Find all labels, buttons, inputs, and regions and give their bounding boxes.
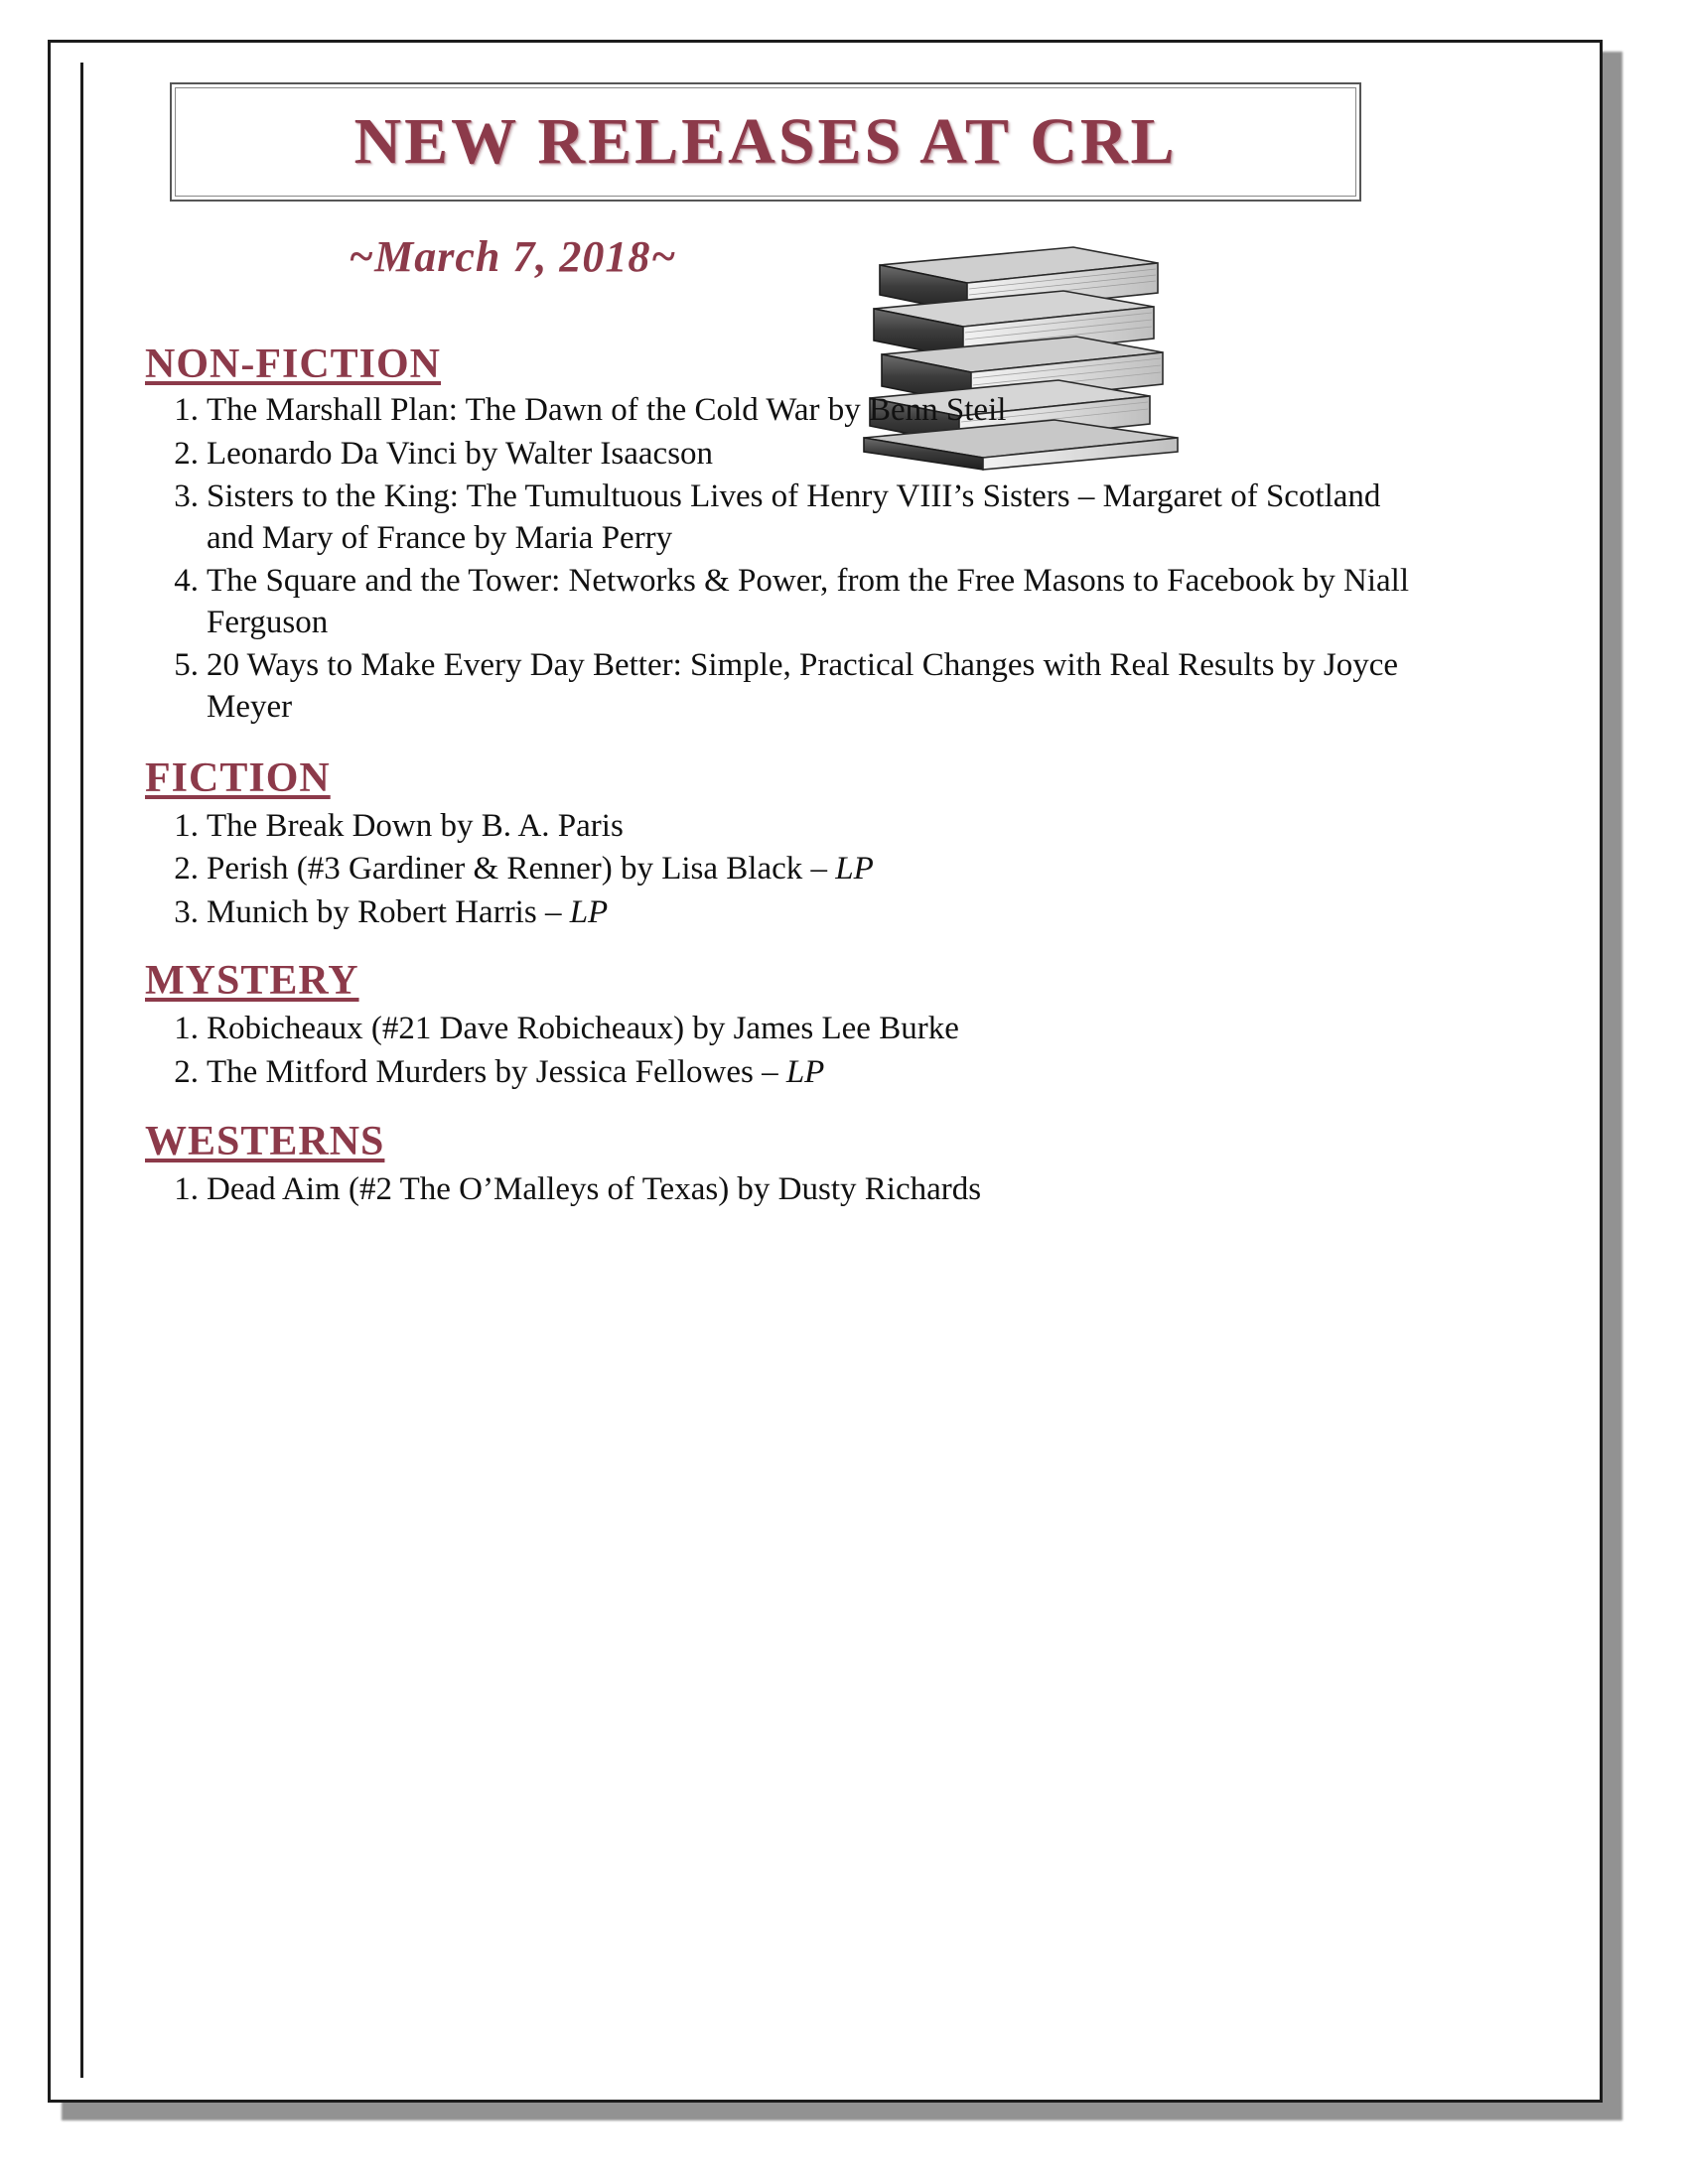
list-item-number: 2. [174, 851, 199, 887]
date-subtitle: ~March 7, 2018~ [349, 232, 677, 281]
list-item [145, 806, 1436, 848]
list-item [145, 390, 1436, 432]
title-banner [170, 82, 1361, 202]
list-item-number: 2. [174, 435, 199, 472]
list-item [145, 1052, 1436, 1094]
section-heading-non-fiction: NON-FICTION [145, 341, 442, 387]
fiction-items [145, 806, 1436, 934]
list-item-text: Munich by Robert Harris – [207, 893, 570, 930]
list-item-number: 5. [174, 647, 199, 684]
list-item [145, 434, 1436, 476]
section-heading-fiction: FICTION [145, 754, 331, 801]
list-item-text: 20 Ways to Make Every Day Better: Simple, Practical Changes with Real Results by Joyce Meyer [207, 647, 1399, 726]
format-tag-lp: LP [835, 851, 874, 887]
mystery-items [145, 1009, 1436, 1093]
list-item [145, 849, 1436, 890]
list-item [145, 477, 1436, 559]
list-item-number: 3. [174, 478, 199, 515]
list-item-number: 1. [174, 392, 199, 428]
flyer-page [48, 40, 1603, 2103]
page-title: NEW RELEASES AT CRL [353, 105, 1178, 178]
title-banner-inner [175, 87, 1356, 197]
list-item-text: Sisters to the King: The Tumultuous Lives of Henry VIII’s Sisters – Margaret of Scotland and Mary of France by Maria Perry [207, 478, 1381, 556]
section-non-fiction [145, 341, 1436, 729]
section-fiction [145, 754, 1436, 934]
list-item-number: 2. [174, 1053, 199, 1090]
list-item-text: Perish (#3 Gardiner & Renner) by Lisa Black – [207, 851, 836, 887]
format-tag-lp: LP [569, 893, 609, 930]
westerns-items [145, 1169, 1436, 1211]
non-fiction-items [145, 390, 1436, 729]
list-item [145, 1009, 1436, 1050]
list-item-text: The Marshall Plan: The Dawn of the Cold War by Benn Steil [207, 392, 1007, 428]
list-item-text: The Mitford Murders by Jessica Fellowes – [207, 1053, 786, 1090]
list-item-number: 3. [174, 893, 199, 930]
list-item-number: 1. [174, 1170, 199, 1207]
section-westerns [145, 1118, 1436, 1211]
format-tag-lp: LP [785, 1053, 825, 1090]
section-heading-mystery: MYSTERY [145, 958, 359, 1005]
list-item-text: The Square and the Tower: Networks & Power, from the Free Masons to Facebook by Niall Ferguson [207, 563, 1409, 640]
list-item [145, 892, 1436, 934]
list-item-text: The Break Down by B. A. Paris [207, 807, 624, 844]
list-item-number: 1. [174, 807, 199, 844]
releases-list [145, 341, 1436, 1224]
section-heading-westerns: WESTERNS [145, 1118, 385, 1164]
list-item-text: Leonardo Da Vinci by Walter Isaacson [207, 435, 714, 472]
list-item [145, 1169, 1436, 1211]
list-item-number: 1. [174, 1011, 199, 1047]
section-mystery [145, 957, 1436, 1093]
list-item-number: 4. [174, 563, 199, 600]
list-item-text: Robicheaux (#21 Dave Robicheaux) by James Lee Burke [207, 1011, 959, 1047]
list-item [145, 561, 1436, 643]
list-item [145, 645, 1436, 728]
list-item-text: Dead Aim (#2 The O’Malleys of Texas) by Dusty Richards [207, 1170, 982, 1207]
